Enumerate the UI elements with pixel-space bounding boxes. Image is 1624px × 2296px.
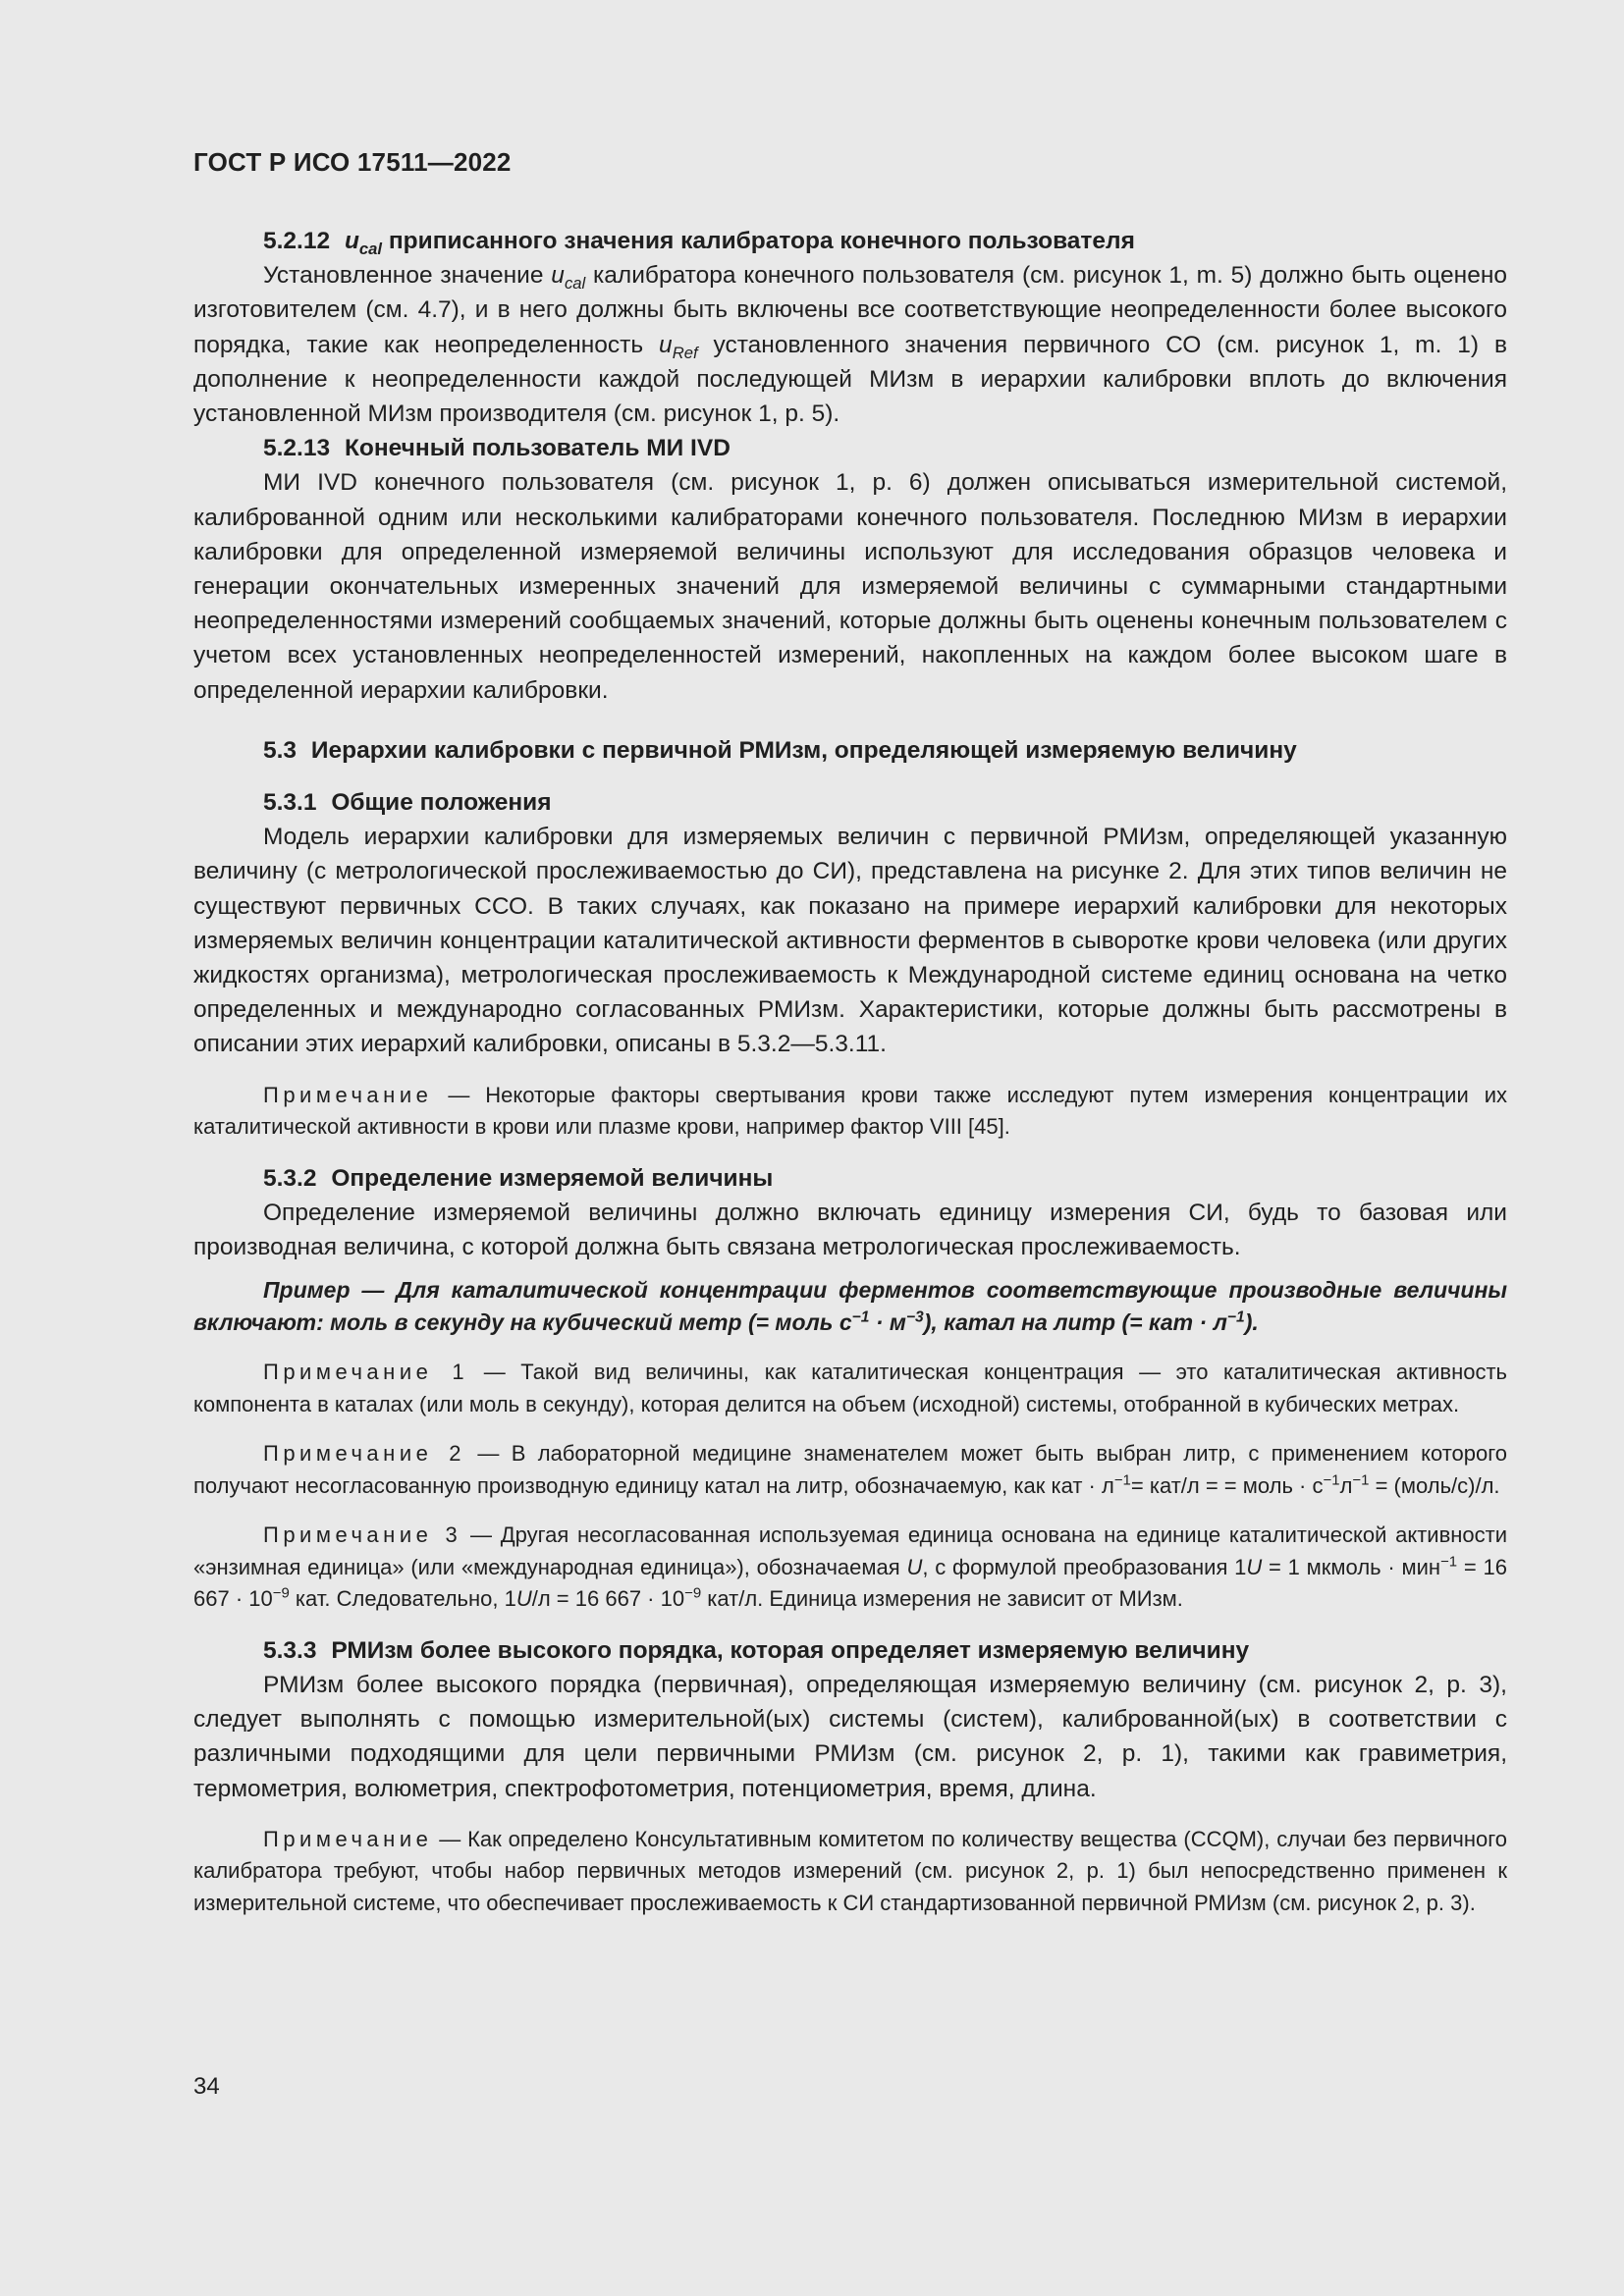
section-heading-5-2-13: 5.2.13 Конечный пользователь МИ IVD [263,435,731,462]
paragraph-5-3-1: Модель иерархии калибровки для измеряемых величин с первичной РМИзм, определяющей указанную величину (с метрологической прослеживаемостью до СИ), представлена на рисунке 2. Для этих типов величин не существуют первичных ССО. В таких случаях, как показано на примере иерархий калибровки для некоторых измеряемых величин концентрации каталитической активности ферментов в сыворотке крови человека (или других жидкостях организма), метрологическая прослеживаемость к Международной системе единиц основана на четко определенных и международно согласованных РМИзм. Характеристики, которые должны быть рассмотрены в описании этих иерархий калибровки, описаны в 5.3.2—5.3.11. [193,824,1507,1058]
standard-header: ГОСТ Р ИСО 17511—2022 [193,147,512,177]
section-heading-5-3-3: 5.3.3 РМИзм более высокого порядка, которая определяет измеряемую величину [263,1636,1250,1664]
section-heading-5-3-1: 5.3.1 Общие положения [263,789,552,817]
paragraph-5-2-13: МИ IVD конечного пользователя (см. рисунок 1, р. 6) должен описываться измерительной системой, калиброванной одним или несколькими калибраторами конечного пользователя. Последнюю МИзм в иерархии калибровки для определенной измеряемой величины используют для исследования образцов человека и генерации окончательных измеренных значений для измеряемой величины с суммарными стандартными неопределенностями измерений сообщаемых значений, которые должны быть оценены конечным пользователем с учетом всех установленных неопределенностей измерений, накопленных на каждом более высоком шаге в определенной иерархии калибровки. [193,469,1507,704]
page-body [193,224,1507,1919]
section-heading-5-2-12: 5.2.12 $u_{cal}$ приписанного значения калибратора конечного пользователя [263,228,1135,258]
page-number: 34 [193,2073,220,2100]
paragraph-5-3-2: Определение измеряемой величины должно включать единицу измерения СИ, будь то базовая или производная величина, с которой должна быть связана метрологическая прослеживаемость. [193,1199,1507,1261]
note-1-5-3-2: Примечание 1 — Такой вид величины, как каталитическая концентрация — это каталитическая активность компонента в каталах (или моль в секунду), которая делится на объем (исходной) системы, отобранной в кубических метрах. [193,1360,1507,1416]
note-2-5-3-2: Примечание 2 — В лабораторной медицине знаменателем может быть выбран литр, с применением которого получают несогласованную производную единицу катал на литр, обозначаемую, как кат · $л^{-1}= кат/л$ = = моль · $с^{-1}л^{-1}$ = (моль/с)/л. [193,1441,1508,1498]
example-5-3-2: Пример — Для каталитической концентрации ферментов соответствующие производные величины включают: моль в секунду на кубический метр (= моль $с^{-1} \cdot м^{-3}$), катал на литр (= кат · $л^{-1}$). [193,1277,1507,1336]
note-5-3-1: Примечание — Некоторые факторы свертывания крови также исследуют путем измерения концентрации их каталитической активности в крови или плазме крови, например фактор VIII [45]. [193,1082,1507,1140]
section-heading-5-3-2: 5.3.2 Определение измеряемой величины [263,1164,774,1192]
paragraph-5-3-3: РМИзм более высокого порядка (первичная), определяющая измеряемую величину (см. рисунок 2, р. 3), следует выполнять с помощью измерительной(ых) системы (систем), калиброванной(ых) в соответствии с различными подходящими для цели первичными РМИзм (см. рисунок 2, р. 1), такими как гравиметрия, термометрия, волюметрия, спектрофотометрия, потенциометрия, время, длина. [193,1671,1507,1802]
section-heading-5-3: 5.3 Иерархии калибровки с первичной РМИзм, определяющей измеряемую величину [263,736,1297,764]
paragraph-5-2-12: Установленное значение $u_{cal}$ калибратора конечного пользователя (см. рисунок 1, m. 5) должно быть оценено изготовителем (см. 4.7), и в него должны быть включены все соответствующие неопределенности более высокого порядка, такие как неопределенность $u_{Ref}$ установленного значения первичного СО (см. рисунок 1, m. 1) в дополнение к неопределенности каждой последующей МИзм в иерархии калибровки вплоть до включения установленной МИзм производителя (см. рисунок 1, р. 5). [193,262,1507,428]
note-3-5-3-2: Примечание 3 — Другая несогласованная используемая единица основана на единице каталитической активности «энзимная единица» (или «международная единица»), обозначаемая U, с формулой преобразования 1U = 1 мкмоль · мин$^{-1}$ = 16 $667 \cdot 10^{-9}$ кат. Следовательно, 1U/л = 16 $667 \cdot 10^{-9}$ кат/л. Единица измерения не зависит от МИзм. [193,1522,1508,1612]
note-5-3-3: Примечание — Как определено Консультативным комитетом по количеству вещества (CCQM), случаи без первичного калибратора требуют, чтобы набор первичных методов измерений (см. рисунок 2, р. 1) был непосредственно применен к измерительной системе, что обеспечивает прослеживаемость к СИ стандартизованной первичной РМИзм (см. рисунок 2, р. 3). [193,1826,1507,1915]
